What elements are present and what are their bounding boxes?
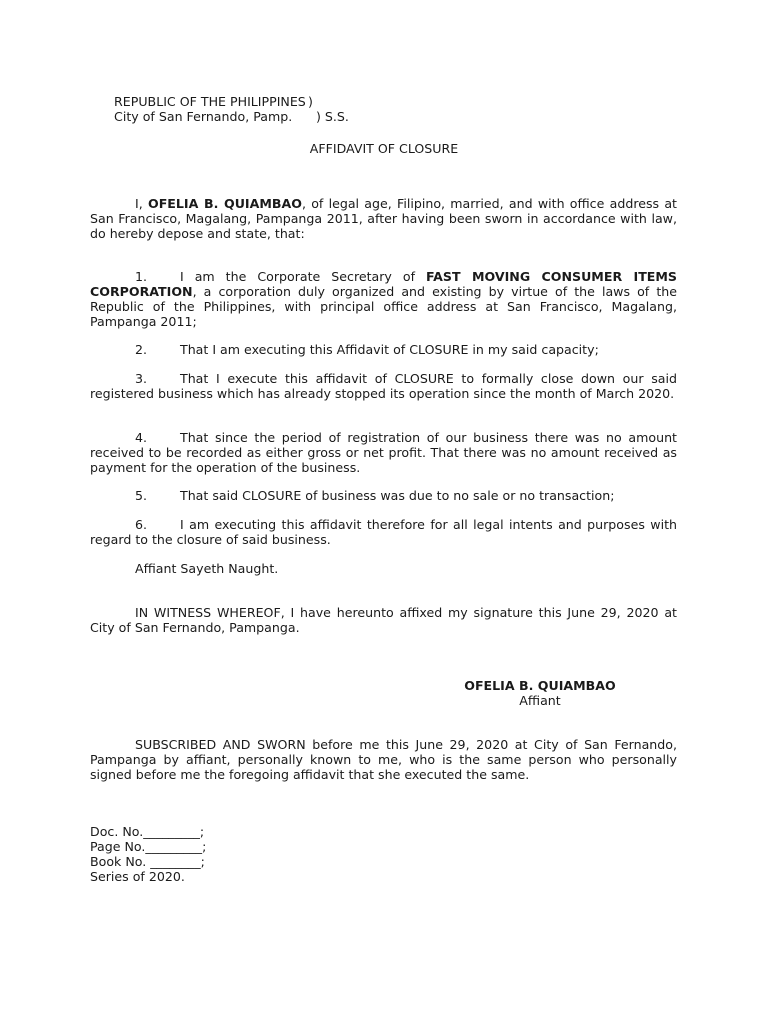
item-text: That since the period of registration of our business there was no amount received to be recorded as either gross or net profit. That there was no amount received as payment for the operation of the business.: [90, 430, 677, 475]
venue-bracket-2: ) S.S.: [316, 109, 349, 124]
affiant-name-intro: OFELIA B. QUIAMBAO: [147, 196, 302, 211]
venue-city: City of San Fernando, Pamp.: [114, 109, 293, 124]
intro-text: , of legal age, Filipino, married, and with office address at San Francisco, Magalang, Pampanga 2011, after having been sworn in accordance with law, do hereby depose and state, that:: [90, 196, 677, 241]
jurat-text: SUBSCRIBED AND SWORN before me this June 29, 2020 at City of San Fernando, Pampanga by affiant, personally known to me, who is the same person who personally signed before me the foregoing affidavit that she executed the same.: [90, 737, 677, 782]
list-item: [90, 517, 677, 547]
venue-bracket-1: ): [308, 94, 313, 109]
venue-country: REPUBLIC OF THE PHILIPPINES: [114, 94, 306, 109]
corporation-name: FAST MOVING CONSUMER ITEMS CORPORATION: [90, 269, 677, 299]
intro-prefix: I,: [135, 196, 143, 211]
venue-block: [90, 79, 349, 124]
item-number: 5.: [135, 488, 148, 503]
signature-block: [420, 678, 660, 708]
item-text: I am executing this affidavit therefore for all legal intents and purposes with regard to the closure of said business.: [90, 517, 677, 547]
sayeth-naught-text: Affiant Sayeth Naught.: [135, 561, 279, 576]
item-number: 3.: [135, 371, 148, 386]
venue-line-1: [90, 79, 313, 109]
jurat-paragraph: [90, 737, 677, 782]
list-item: [90, 430, 677, 475]
series-line: Series of 2020.: [90, 869, 185, 884]
signatory-role: Affiant: [519, 693, 561, 708]
item-number: 2.: [135, 342, 148, 357]
sayeth-naught-line: [90, 561, 677, 576]
item-number: 1.: [135, 269, 148, 284]
item-text: That I am executing this Affidavit of CLOSURE in my said capacity;: [180, 342, 599, 357]
page-number-line: Page No._________;: [90, 839, 207, 854]
item-text-post: , a corporation duly organized and existing by virtue of the laws of the Republic of the Philippines, with principal office address at San Francisco, Magalang, Pampanga 2011;: [90, 284, 677, 329]
item-text: That said CLOSURE of business was due to no sale or no transaction;: [180, 488, 615, 503]
list-item: [90, 371, 677, 401]
intro-paragraph: [90, 196, 677, 241]
item-text-pre: I am the Corporate Secretary of: [180, 269, 416, 284]
list-item: [90, 488, 677, 503]
document-title: AFFIDAVIT OF CLOSURE: [309, 141, 459, 156]
item-number: 4.: [135, 430, 148, 445]
notarial-details: [90, 824, 206, 884]
signatory-name: OFELIA B. QUIAMBAO: [464, 678, 616, 693]
list-item: [90, 342, 677, 357]
book-number-line: Book No. ________;: [90, 854, 205, 869]
item-text: That I execute this affidavit of CLOSURE to formally close down our said registered business which has already stopped its operation since the month of March 2020.: [90, 371, 677, 401]
witness-text: IN WITNESS WHEREOF, I have hereunto affixed my signature this June 29, 2020 at City of San Fernando, Pampanga.: [90, 605, 677, 635]
list-item: [90, 269, 677, 329]
doc-number-line: Doc. No._________;: [90, 824, 205, 839]
witness-paragraph: [90, 605, 677, 635]
item-number: 6.: [135, 517, 148, 532]
